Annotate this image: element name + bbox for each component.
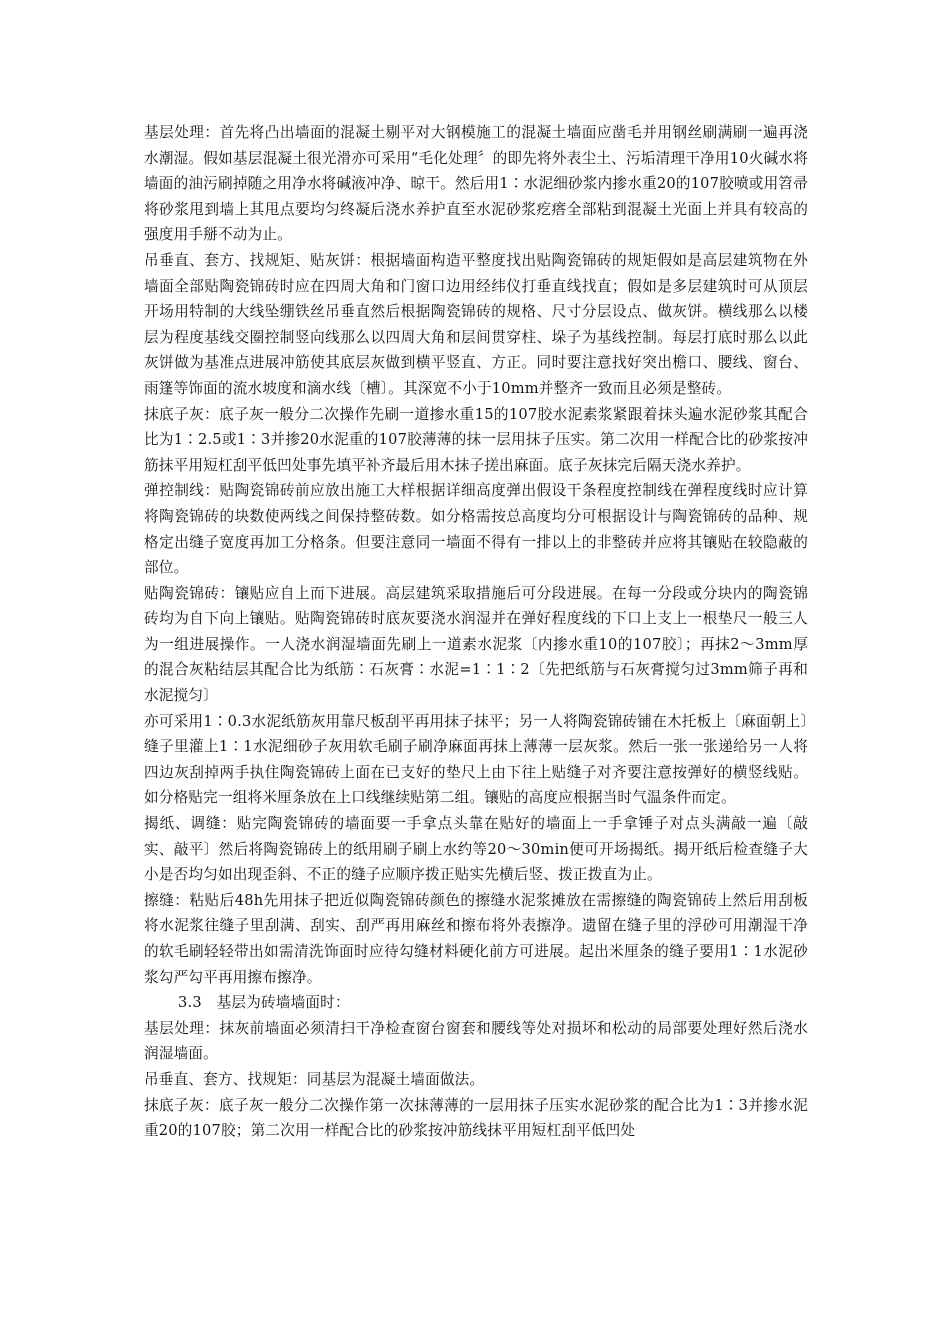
paragraph-grouting: 擦缝：粘贴后48h先用抹子把近似陶瓷锦砖颜色的擦缝水泥浆摊放在需擦缝的陶瓷锦砖上然后用刮板将水泥浆往缝子里刮满、刮实、刮严再用麻丝和擦布将外表擦净。遗留在缝子里的浮砂可用潮湿干净的软毛刷轻轻带出如需清洗饰面时应待勾缝材料硬化前方可进展。起出米厘条的缝子要用1∶1水泥砂浆勾严勾平再用擦布擦净。: [144, 891, 808, 986]
paragraph-tiling: 贴陶瓷锦砖：镶贴应自上而下进展。高层建筑采取措施后可分段进展。在每一分段或分块内的陶瓷锦砖均为自下向上镶贴。贴陶瓷锦砖时底灰要浇水润湿并在弹好程度线的下口上支上一根垫尺一般三人为一组进展操作。一人浇水润湿墙面先刷上一道素水泥浆〔内掺水重10的107胶〕；再抹2～3mm厚的混合灰粘结层其配合比为纸筋∶石灰膏∶水泥=1∶1∶2〔先把纸筋与石灰膏搅匀过3mm筛子再和水泥搅匀〕: [144, 584, 808, 705]
paragraph-peel-adjust: 揭纸、调缝：贴完陶瓷锦砖的墙面要一手拿点头靠在贴好的墙面上一手拿锤子对点头满敲一遍〔敲实、敲平〕然后将陶瓷锦砖上的纸用刷子刷上水约等20～30min便可开场揭纸。揭开纸后检查缝子大小是否均匀如出现歪斜、不正的缝子应顺序拨正贴实先横后竖、拨正拨直为止。: [144, 815, 808, 884]
paragraph-brick-base-coat: 抹底子灰：底子灰一般分二次操作第一次抹薄薄的一层用抹子压实水泥砂浆的配合比为1∶3并掺水泥重20的107胶；第二次用一样配合比的砂浆按冲筋线抹平用短杠刮平低凹处: [144, 1096, 808, 1140]
paragraph-control-lines: 弹控制线：贴陶瓷锦砖前应放出施工大样根据详细高度弹出假设干条程度控制线在弹程度线时应计算将陶瓷锦砖的块数使两线之间保持整砖数。如分格需按总高度均分可根据设计与陶瓷锦砖的品种、规格定出缝子宽度再加工分格条。但要注意同一墙面不得有一排以上的非整砖并应将其镶贴在较隐蔽的部位。: [144, 482, 808, 577]
paragraph-base-coat: 抹底子灰：底子灰一般分二次操作先刷一道掺水重15的107胶水泥素浆紧跟着抹头遍水泥砂浆其配合比为1∶2.5或1∶3并掺20水泥重的107胶薄薄的抹一层用抹子压实。第二次用一样配合比的砂浆按冲筋抹平用短杠刮平低凹处事先填平补齐最后用木抹子搓出麻面。底子灰抹完后隔天浇水养护。: [144, 405, 808, 474]
paragraph-base-treatment: 基层处理：首先将凸出墙面的混凝土剔平对大钢模施工的混凝土墙面应凿毛并用钢丝刷满刷一遍再浇水潮湿。假如基层混凝土很光滑亦可采用“毛化处理〞的即先将外表尘土、污垢清理干净用10火碱水将墙面的油污刷掉随之用净水将碱液冲净、晾干。然后用1∶水泥细砂浆内掺水重20的107胶喷或用笤帚将砂浆甩到墙上其甩点要均匀终凝后浇水养护直至水泥砂浆疙瘩全部粘到混凝土光面上并具有较高的强度用手掰不动为止。: [144, 124, 808, 244]
paragraph-tiling-continued: 亦可采用1∶0.3水泥纸筋灰用靠尺板刮平再用抹子抹平；另一人将陶瓷锦砖铺在木托板上〔麻面朝上〕缝子里灌上1∶1水泥细砂子灰用软毛刷子刷净麻面再抹上薄薄一层灰浆。然后一张一张递给另一人将四边灰刮掉两手执住陶瓷锦砖上面在已支好的垫尺上由下往上贴缝子对齐要注意按弹好的横竖线贴。如分格贴完一组将米厘条放在上口线继续贴第二组。镶贴的高度应根据当时气温条件而定。: [144, 712, 808, 807]
paragraph-plumb-square: 吊垂直、套方、找规矩、贴灰饼：根据墙面构造平整度找出贴陶瓷锦砖的规矩假如是高层建筑物在外墙面全部贴陶瓷锦砖时应在四周大角和门窗口边用经纬仪打垂直线找直；假如是多层建筑时可从顶层开场用特制的大线坠绷铁丝吊垂直然后根据陶瓷锦砖的规格、尺寸分层设点、做灰饼。横线那么以楼层为程度基线交圈控制竖向线那么以四周大角和层间贯穿柱、垛子为基线控制。每层打底时那么以此灰饼做为基准点进展冲筋使其底层灰做到横平竖直、方正。同时要注意找好突出檐口、腰线、窗台、雨篷等饰面的流水坡度和滴水线〔槽〕。其深宽不小于10mm并整齐一致而且必须是整砖。: [144, 251, 808, 397]
paragraph-brick-base-treatment: 基层处理：抹灰前墙面必须清扫干净检查窗台窗套和腰线等处对损坏和松动的局部要处理好然后浇水润湿墙面。: [144, 1019, 808, 1063]
paragraph-brick-plumb: 吊垂直、套方、找规矩：同基层为混凝土墙面做法。: [144, 1070, 485, 1088]
section-heading-brick-wall: 3.3 基层为砖墙墙面时：: [178, 994, 350, 1012]
document-body: [144, 120, 808, 1144]
